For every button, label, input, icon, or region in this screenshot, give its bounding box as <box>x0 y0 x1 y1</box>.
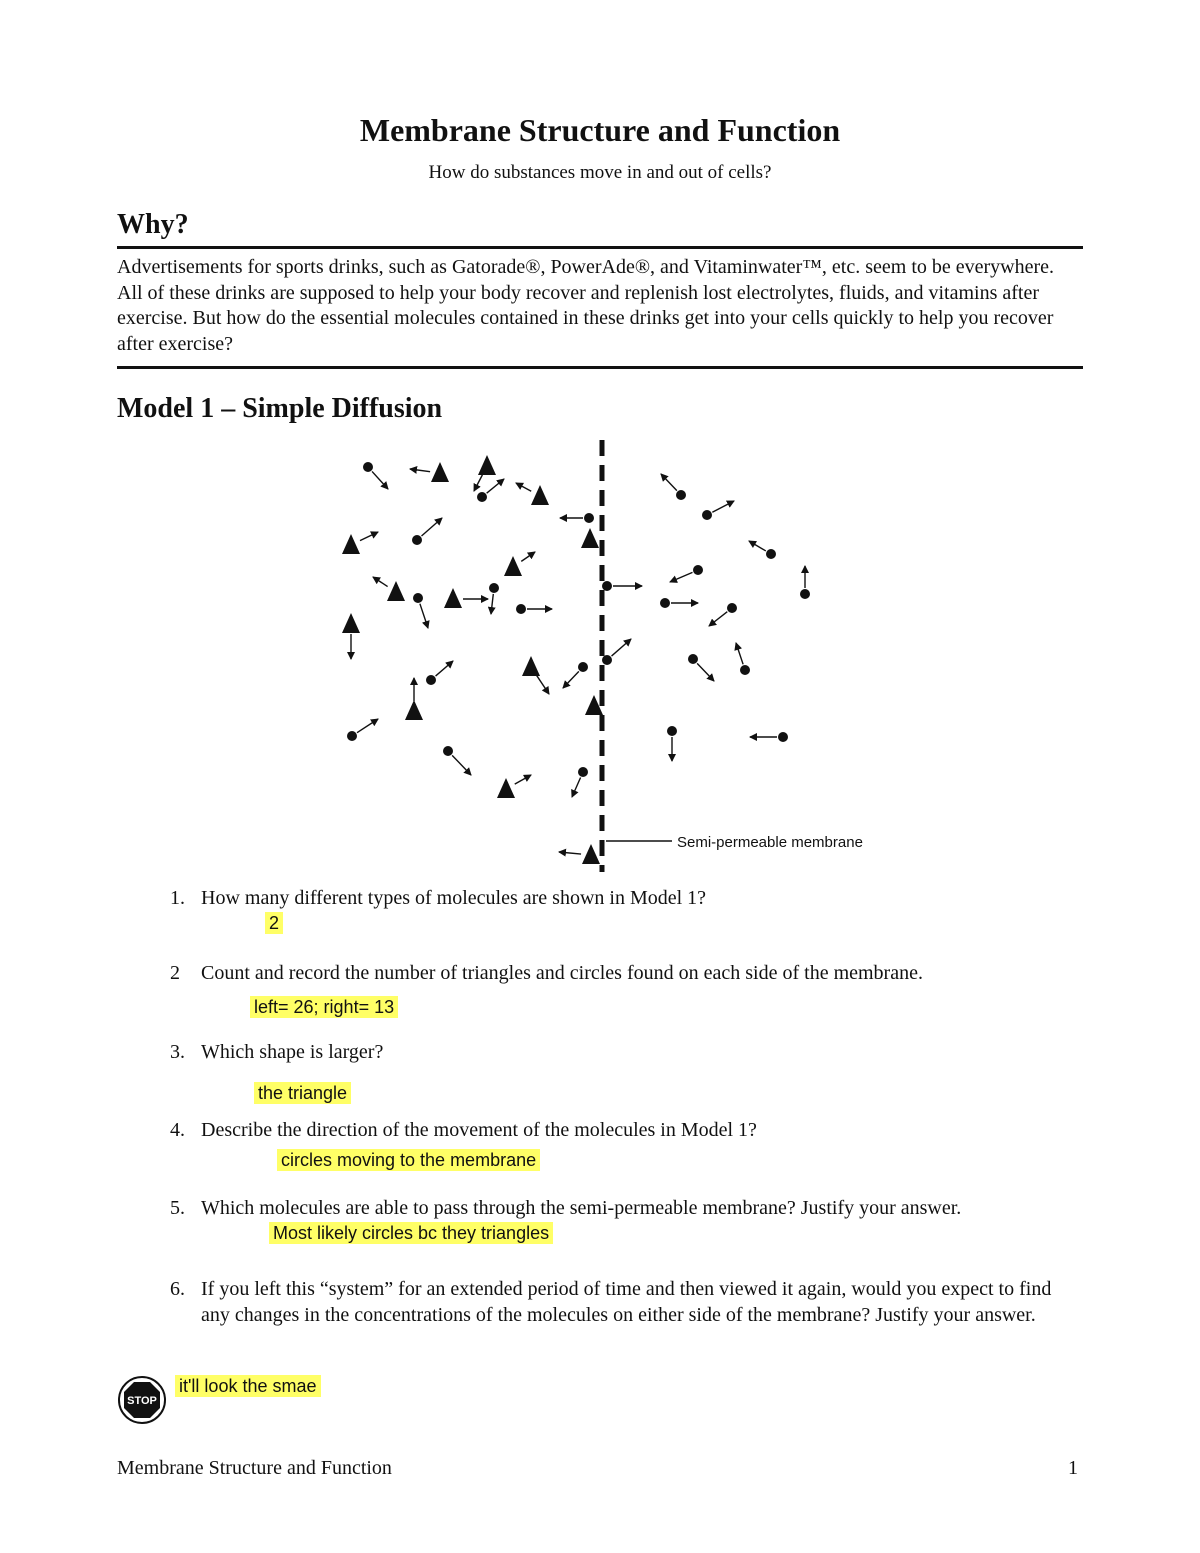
membrane-label: Semi-permeable membrane <box>677 834 863 851</box>
circle-molecule <box>477 492 487 502</box>
circle-molecule <box>443 746 453 756</box>
why-heading: Why? <box>117 209 189 240</box>
movement-arrow <box>357 719 378 733</box>
movement-arrow <box>491 594 493 614</box>
question-text: Which shape is larger? <box>201 1041 384 1063</box>
circle-molecule <box>413 593 423 603</box>
diffusion-diagram <box>330 430 910 880</box>
triangle-molecule <box>405 700 423 720</box>
divider <box>117 246 1083 249</box>
movement-arrow <box>373 577 388 587</box>
movement-arrow <box>436 661 453 676</box>
movement-arrow <box>709 612 727 626</box>
question-text: Describe the direction of the movement of the molecules in Model 1? <box>201 1119 757 1141</box>
movement-arrow <box>670 572 692 582</box>
movement-arrow <box>612 639 631 656</box>
movement-arrow <box>516 483 531 491</box>
movement-arrow <box>360 532 378 541</box>
movement-arrow <box>537 675 549 694</box>
movement-arrow <box>410 469 430 472</box>
circle-molecule <box>688 654 698 664</box>
movement-arrow <box>372 471 388 489</box>
circle-molecule <box>578 662 588 672</box>
answer-5[interactable]: Most likely circles bc they triangles <box>269 1222 553 1244</box>
question-number: 4. <box>170 1119 185 1141</box>
divider <box>117 366 1083 369</box>
question-text: How many different types of molecules are shown in Model 1? <box>201 887 707 909</box>
movement-arrow <box>487 479 504 493</box>
triangle-molecule <box>504 556 522 576</box>
triangle-molecule <box>342 534 360 554</box>
circle-molecule <box>363 462 373 472</box>
answer-1[interactable]: 2 <box>265 912 283 934</box>
model-heading: Model 1 – Simple Diffusion <box>117 393 443 424</box>
circle-molecule <box>660 598 670 608</box>
movement-arrow <box>422 518 442 536</box>
page-subtitle: How do substances move in and out of cells? <box>428 162 772 183</box>
answer-3[interactable]: the triangle <box>254 1082 351 1104</box>
answer-4[interactable]: circles moving to the membrane <box>277 1149 540 1171</box>
triangle-molecule <box>387 581 405 601</box>
question-text: Which molecules are able to pass through the semi-permeable membrane? Justify your answer. <box>201 1197 962 1219</box>
stop-label: STOP <box>127 1395 157 1407</box>
circle-molecule <box>516 604 526 614</box>
circle-molecule <box>727 603 737 613</box>
question-text: If you left this “system” for an extended period of time and then viewed it again, would you expect to find any changes in the concentrations of the molecules on either side of the membrane? Justify your answer. <box>201 1278 1052 1326</box>
circle-molecule <box>602 581 612 591</box>
circle-molecule <box>578 767 588 777</box>
question-number: 2 <box>170 962 180 984</box>
movement-arrow <box>697 663 714 681</box>
circle-molecule <box>489 583 499 593</box>
movement-arrow <box>420 604 428 628</box>
triangle-molecule <box>444 588 462 608</box>
circle-molecule <box>740 665 750 675</box>
movement-arrow <box>736 643 743 664</box>
triangle-molecule <box>497 778 515 798</box>
stop-sign-icon <box>118 1376 166 1424</box>
why-paragraph: Advertisements for sports drinks, such as Gatorade®, PowerAde®, and Vitaminwater™, etc. seem to be everywhere. All of these drinks are supposed to help your body recover and replenish lost electrolytes, fluids, and vitamins after exercise. But how do the essential molecules contained in these drinks get into your cells quickly to help you recover after exercise? <box>117 256 1055 355</box>
answer-6[interactable]: it'll look the smae <box>175 1375 321 1397</box>
triangle-molecule <box>522 656 540 676</box>
movement-arrow <box>661 474 677 491</box>
triangle-molecule <box>478 455 496 475</box>
answer-2[interactable]: left= 26; right= 13 <box>250 996 398 1018</box>
movement-arrow <box>474 475 482 491</box>
movement-arrow <box>559 852 581 854</box>
movement-arrow <box>712 501 734 512</box>
question-text: Count and record the number of triangles and circles found on each side of the membrane. <box>201 962 923 984</box>
triangle-molecule <box>342 613 360 633</box>
circle-molecule <box>800 589 810 599</box>
circle-molecule <box>778 732 788 742</box>
movement-arrow <box>563 671 579 688</box>
page-number: 1 <box>1068 1457 1078 1479</box>
circle-molecule <box>347 731 357 741</box>
triangle-molecule <box>581 528 599 548</box>
circle-molecule <box>702 510 712 520</box>
triangle-molecule <box>531 485 549 505</box>
movement-arrow <box>515 775 531 784</box>
movement-arrow <box>749 541 766 551</box>
circle-molecule <box>584 513 594 523</box>
circle-molecule <box>766 549 776 559</box>
question-6 <box>170 1277 1080 1357</box>
triangle-molecule <box>582 844 600 864</box>
circle-molecule <box>676 490 686 500</box>
footer-title: Membrane Structure and Function <box>117 1457 392 1479</box>
question-number: 6. <box>170 1278 185 1300</box>
circle-molecule <box>412 535 422 545</box>
question-number: 1. <box>170 887 185 909</box>
circle-molecule <box>602 655 612 665</box>
movement-arrow <box>572 777 581 797</box>
movement-arrow <box>452 755 471 775</box>
page-title: Membrane Structure and Function <box>359 112 841 148</box>
circle-molecule <box>693 565 703 575</box>
question-number: 5. <box>170 1197 185 1219</box>
question-number: 3. <box>170 1041 185 1063</box>
circle-molecule <box>667 726 677 736</box>
triangle-molecule <box>431 462 449 482</box>
molecule-group <box>342 455 810 864</box>
movement-arrow <box>521 552 535 561</box>
circle-molecule <box>426 675 436 685</box>
